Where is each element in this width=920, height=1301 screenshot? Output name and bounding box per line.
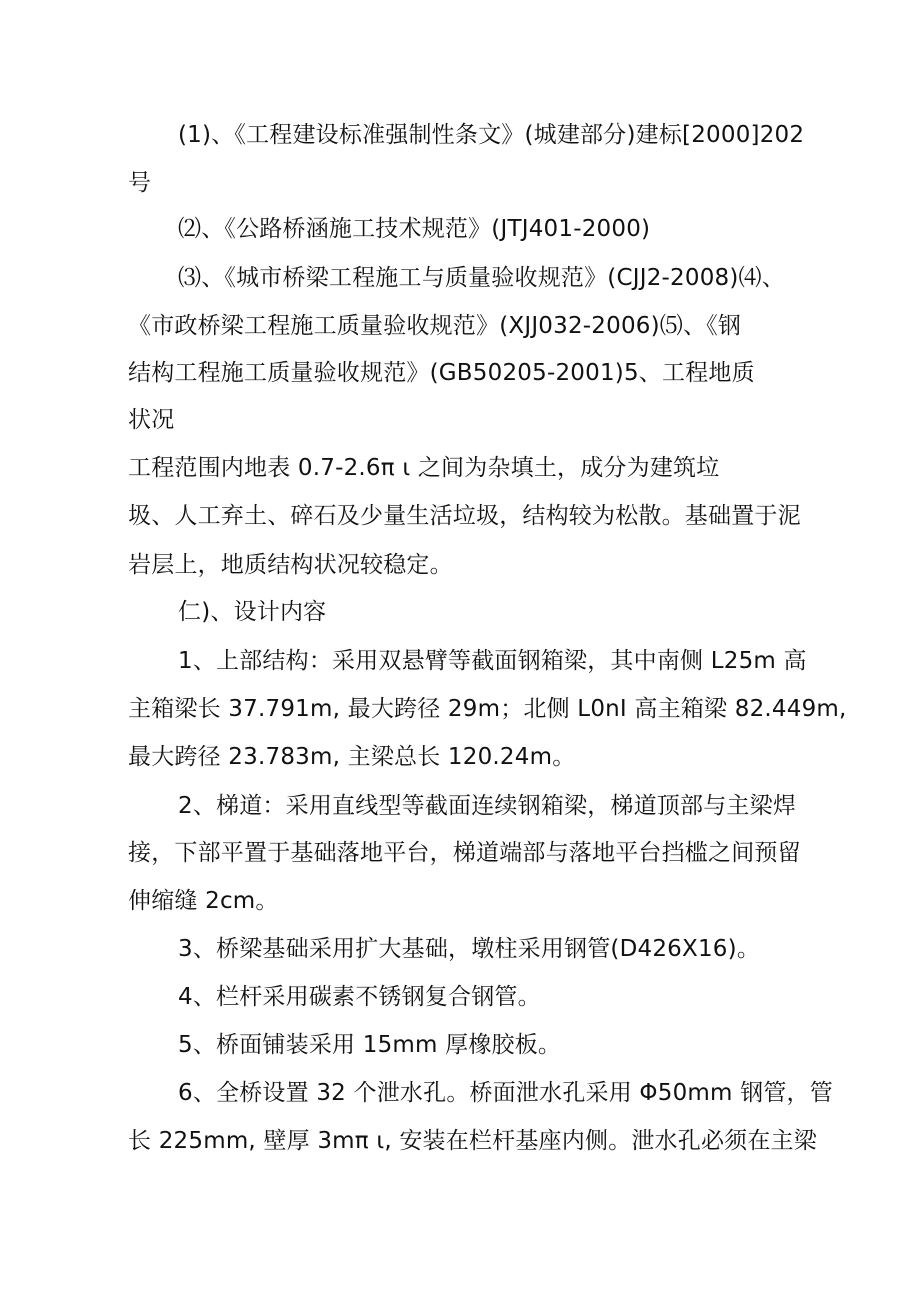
geology-line-3: 岩层上，地质结构状况较稳定。: [128, 552, 453, 578]
reference-line-5: 《市政桥梁工程施工质量验收规范》(XJJ032-2006)⑸、《钢: [128, 313, 742, 339]
reference-line-2: 号: [128, 170, 152, 196]
section-heading-geology: 状况: [128, 407, 175, 433]
item2-line-2: 接，下部平置于基础落地平台，梯道端部与落地平台挡槛之间预留: [128, 840, 801, 866]
reference-line-6: 结构工程施工质量验收规范》(GB50205-2001)5、工程地质: [128, 360, 755, 386]
item6-line-2: 长 225mm, 壁厚 3mπ ι, 安装在栏杆基座内侧。泄水孔必须在主梁: [128, 1128, 817, 1154]
item1-line-1: 1、上部结构：采用双悬臂等截面钢箱梁，其中南侧 L25m 高: [178, 648, 807, 674]
item5-line: 5、桥面铺装采用 15mm 厚橡胶板。: [178, 1032, 562, 1058]
item3-line: 3、桥梁基础采用扩大基础，墩柱采用钢管(D426X16)。: [178, 936, 761, 962]
item6-line-1: 6、全桥设置 32 个泄水孔。桥面泄水孔采用 Φ50mm 钢管，管: [178, 1080, 833, 1106]
reference-line-4: ⑶、《城市桥梁工程施工与质量验收规范》(CJJ2-2008)⑷、: [178, 265, 785, 291]
geology-line-2: 圾、人工弃土、碎石及少量生活垃圾，结构较为松散。基础置于泥: [128, 503, 801, 529]
geology-line-1: 工程范围内地表 0.7-2.6π ι 之间为杂填土，成分为建筑垃: [128, 455, 720, 481]
item1-line-3: 最大跨径 23.783m, 主梁总长 120.24m。: [128, 744, 576, 770]
reference-line-1: (1)、《工程建设标准强制性条文》(城建部分)建标[2000]202: [178, 122, 805, 148]
item4-line: 4、栏杆采用碳素不锈钢复合钢管。: [178, 984, 541, 1010]
reference-line-3: ⑵、《公路桥涵施工技术规范》(JTJ401-2000): [178, 216, 651, 242]
item2-line-1: 2、梯道：采用直线型等截面连续钢箱梁，梯道顶部与主梁焊: [178, 793, 797, 819]
item1-line-2: 主箱梁长 37.791m, 最大跨径 29m；北侧 L0nI 高主箱梁 82.449m,: [128, 696, 847, 722]
item2-line-3: 伸缩缝 2cm。: [128, 888, 279, 914]
section-heading-design: 仁)、设计内容: [178, 599, 327, 625]
